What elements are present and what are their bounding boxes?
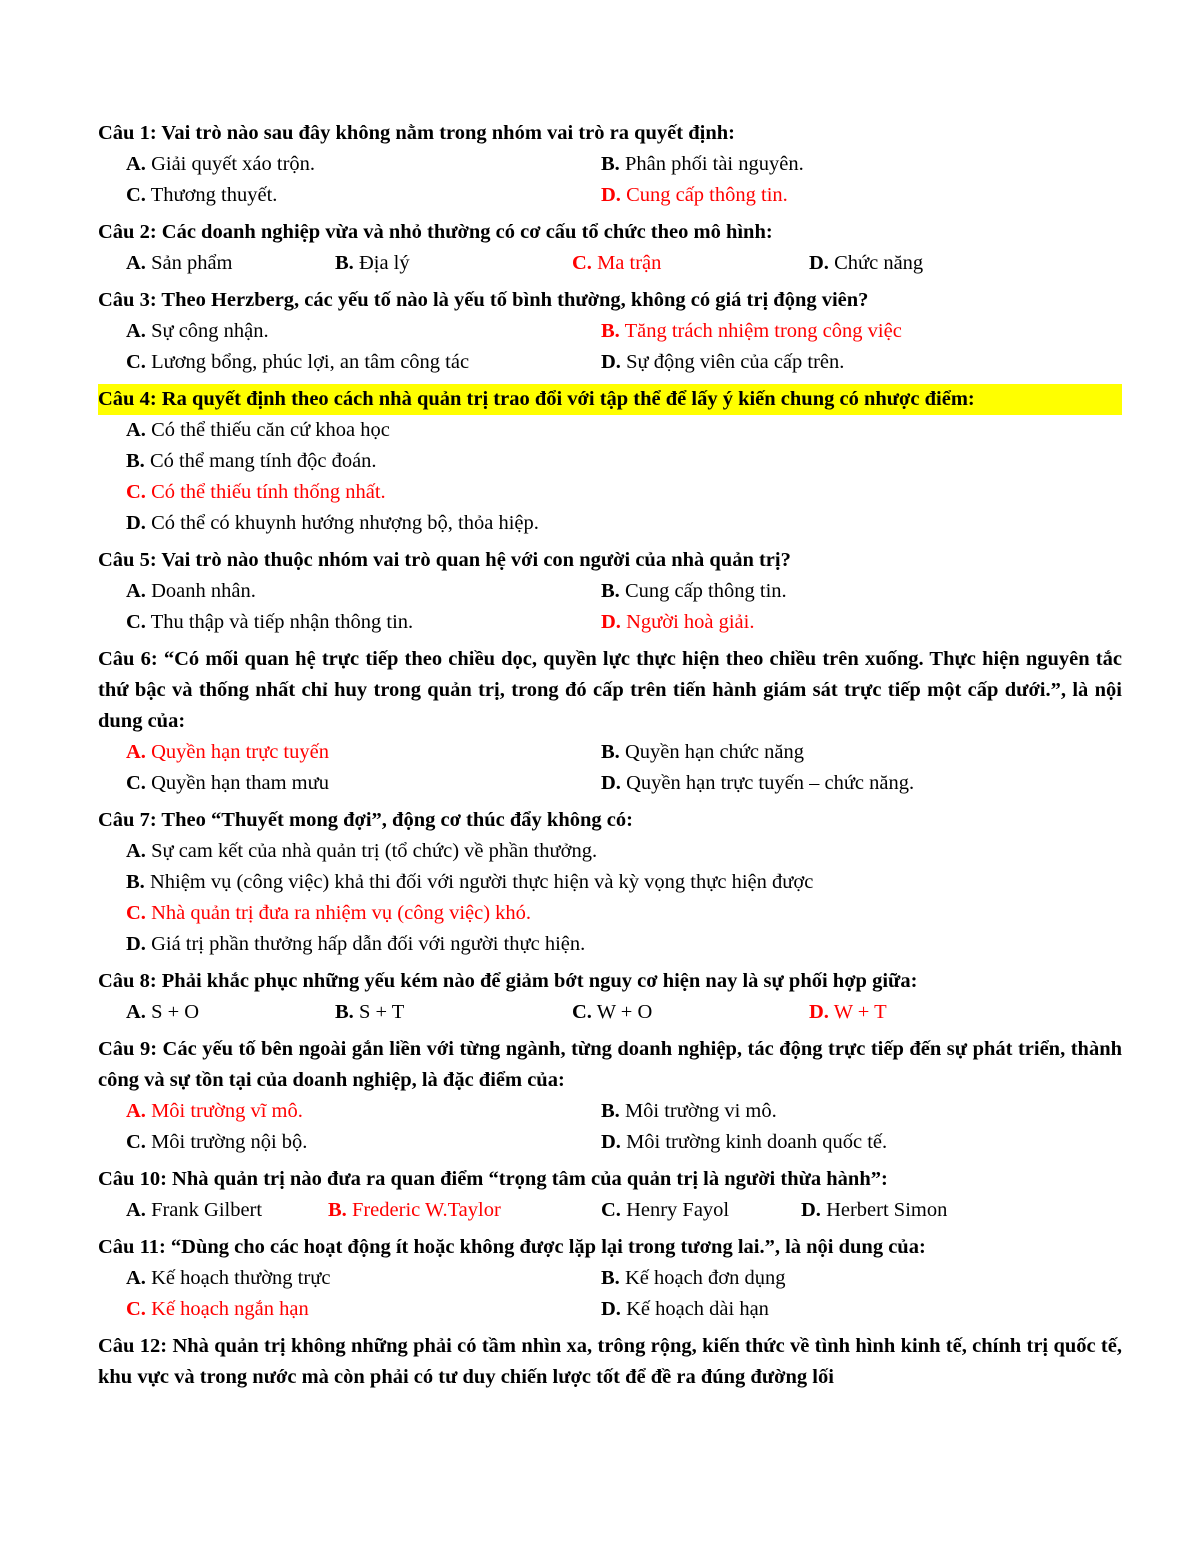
option-4a: A. Có thể thiếu căn cứ khoa học <box>126 419 390 441</box>
option-11d: D. Kế hoạch dài hạn <box>601 1298 769 1320</box>
options-4 <box>98 415 1122 539</box>
options-8 <box>98 997 1122 1028</box>
question-2: Câu 2: Các doanh nghiệp vừa và nhỏ thường có cơ cấu tổ chức theo mô hình: <box>98 221 773 243</box>
option-8b: B. S + T <box>335 1001 405 1023</box>
question-11: Câu 11: “Dùng cho các hoạt động ít hoặc không được lặp lại trong tương lai.”, là nội dung của: <box>98 1236 926 1258</box>
option-9b: B. Môi trường vi mô. <box>601 1100 777 1122</box>
question-1: Câu 1: Vai trò nào sau đây không nằm trong nhóm vai trò ra quyết định: <box>98 122 735 144</box>
options-9 <box>98 1096 1122 1158</box>
options-1 <box>98 149 1122 211</box>
option-1d: D. Cung cấp thông tin. <box>601 184 788 206</box>
option-11c: C. Kế hoạch ngắn hạn <box>126 1298 309 1320</box>
question-5: Câu 5: Vai trò nào thuộc nhóm vai trò quan hệ với con người của nhà quản trị? <box>98 549 791 571</box>
option-2b: B. Địa lý <box>335 252 410 274</box>
question-7: Câu 7: Theo “Thuyết mong đợi”, động cơ thúc đẩy không có: <box>98 809 633 831</box>
option-4b: B. Có thể mang tính độc đoán. <box>126 450 377 472</box>
option-3b: B. Tăng trách nhiệm trong công việc <box>601 320 902 342</box>
option-3d: D. Sự động viên của cấp trên. <box>601 351 845 373</box>
option-7a: A. Sự cam kết của nhà quản trị (tổ chức) về phần thưởng. <box>126 840 598 862</box>
option-10d: D. Herbert Simon <box>801 1199 948 1221</box>
options-11 <box>98 1263 1122 1325</box>
option-7c: C. Nhà quản trị đưa ra nhiệm vụ (công việc) khó. <box>126 902 532 924</box>
option-5a: A. Doanh nhân. <box>126 580 256 602</box>
option-5c: C. Thu thập và tiếp nhận thông tin. <box>126 611 414 633</box>
option-8d: D. W + T <box>809 1001 887 1023</box>
option-5d: D. Người hoà giải. <box>601 611 755 633</box>
option-2d: D. Chức năng <box>809 252 924 274</box>
option-7b: B. Nhiệm vụ (công việc) khả thi đối với người thực hiện và kỳ vọng thực hiện được <box>126 871 814 893</box>
question-6: Câu 6: “Có mối quan hệ trực tiếp theo chiều dọc, quyền lực thực hiện theo chiều trên xuống. Thực hiện nguyên tắc thứ bậc và thống nhất chỉ huy trong quản trị, trong đó cấp trên tiến hành giám sát trực tiếp một cấp dưới.”, là nội dung của: <box>98 648 1122 732</box>
option-8c: C. W + O <box>572 1001 653 1023</box>
option-9a: A. Môi trường vĩ mô. <box>126 1100 303 1122</box>
option-3a: A. Sự công nhận. <box>126 320 269 342</box>
option-7d: D. Giá trị phần thưởng hấp dẫn đối với người thực hiện. <box>126 933 586 955</box>
option-3c: C. Lương bổng, phúc lợi, an tâm công tác <box>126 351 470 373</box>
option-2c: C. Ma trận <box>572 252 662 274</box>
option-9d: D. Môi trường kinh doanh quốc tế. <box>601 1131 888 1153</box>
option-5b: B. Cung cấp thông tin. <box>601 580 787 602</box>
option-11a: A. Kế hoạch thường trực <box>126 1267 331 1289</box>
option-9c: C. Môi trường nội bộ. <box>126 1131 308 1153</box>
option-1a: A. Giải quyết xáo trộn. <box>126 153 316 175</box>
options-10 <box>98 1195 1122 1226</box>
options-2 <box>98 248 1122 279</box>
question-9: Câu 9: Các yếu tố bên ngoài gắn liền với từng ngành, từng doanh nghiệp, tác động trực tiếp đến sự phát triển, thành công và sự tồn tại của doanh nghiệp, là đặc điểm của: <box>98 1038 1122 1091</box>
options-7 <box>98 836 1122 960</box>
question-3: Câu 3: Theo Herzberg, các yếu tố nào là yếu tố bình thường, không có giá trị động viên? <box>98 289 869 311</box>
option-8a: A. S + O <box>126 1001 200 1023</box>
option-11b: B. Kế hoạch đơn dụng <box>601 1267 786 1289</box>
options-6 <box>98 737 1122 799</box>
option-6c: C. Quyền hạn tham mưu <box>126 772 329 794</box>
option-6a: A. Quyền hạn trực tuyến <box>126 741 329 763</box>
question-12: Câu 12: Nhà quản trị không những phải có tầm nhìn xa, trông rộng, kiến thức về tình hình kinh tế, chính trị quốc tế, khu vực và trong nước mà còn phải có tư duy chiến lược tốt để đề ra đúng đường lối <box>98 1335 1122 1388</box>
option-1c: C. Thương thuyết. <box>126 184 278 206</box>
question-10: Câu 10: Nhà quản trị nào đưa ra quan điểm “trọng tâm của quản trị là người thừa hành”: <box>98 1168 888 1190</box>
option-4c: C. Có thể thiếu tính thống nhất. <box>126 481 386 503</box>
option-2a: A. Sản phẩm <box>126 252 233 274</box>
option-10a: A. Frank Gilbert <box>126 1199 263 1221</box>
option-10c: C. Henry Fayol <box>601 1199 730 1221</box>
option-6b: B. Quyền hạn chức năng <box>601 741 804 763</box>
option-10b: B. Frederic W.Taylor <box>328 1199 501 1221</box>
question-8: Câu 8: Phải khắc phục những yếu kém nào để giảm bớt nguy cơ hiện nay là sự phối hợp giữa: <box>98 970 918 992</box>
options-3 <box>98 316 1122 378</box>
option-1b: B. Phân phối tài nguyên. <box>601 153 804 175</box>
document-page <box>98 118 1122 1393</box>
question-4: Câu 4: Ra quyết định theo cách nhà quản trị trao đổi với tập thể để lấy ý kiến chung có nhược điểm: <box>98 384 1122 415</box>
option-6d: D. Quyền hạn trực tuyến – chức năng. <box>601 772 915 794</box>
options-5 <box>98 576 1122 638</box>
option-4d: D. Có thể có khuynh hướng nhượng bộ, thỏa hiệp. <box>126 512 539 534</box>
